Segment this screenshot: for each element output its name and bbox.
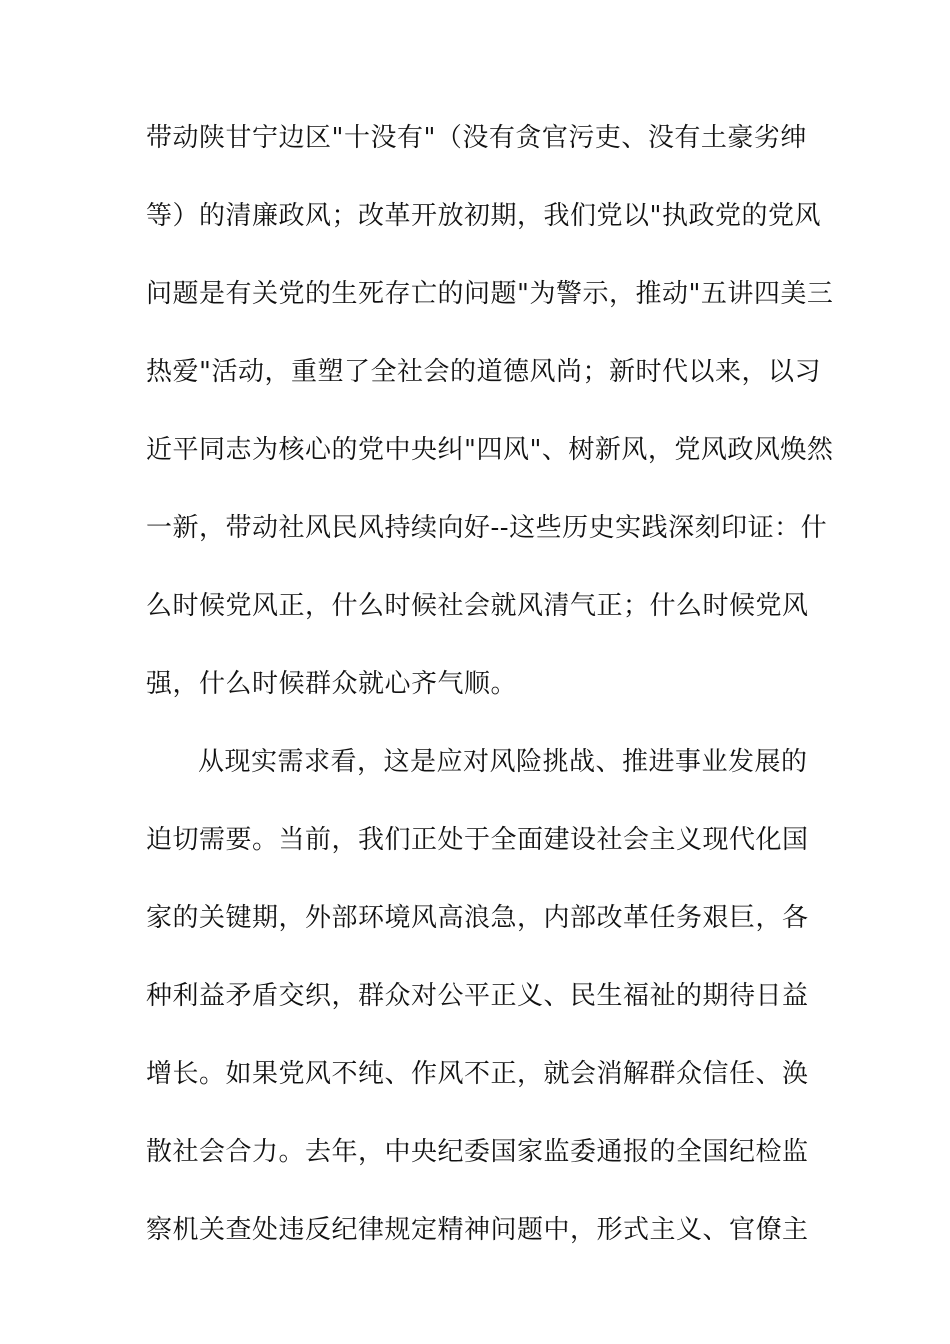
text-line: 种利益矛盾交织，群众对公平正义、民生福祉的期待日益: [146, 981, 809, 1011]
text-line: 迫切需要。当前，我们正处于全面建设社会主义现代化国: [146, 825, 809, 855]
text-line: 带动陕甘宁边区"十没有"（没有贪官污吏、没有土豪劣绅: [146, 123, 807, 153]
text-line: 家的关键期，外部环境风高浪急，内部改革任务艰巨，各: [146, 903, 809, 933]
text-line: 近平同志为核心的党中央纠"四风"、树新风，党风政风焕然: [146, 435, 834, 465]
text-line: 么时候党风正，什么时候社会就风清气正；什么时候党风: [146, 591, 809, 621]
text-line: 散社会合力。去年，中央纪委国家监委通报的全国纪检监: [146, 1137, 809, 1167]
text-line: 问题是有关党的生死存亡的问题"为警示，推动"五讲四美三: [146, 279, 834, 309]
text-line: 热爱"活动，重塑了全社会的道德风尚；新时代以来，以习: [146, 357, 821, 387]
text-line: 一新，带动社风民风持续向好--这些历史实践深刻印证：什: [146, 513, 828, 543]
text-line: 等）的清廉政风；改革开放初期，我们党以"执政党的党风: [146, 201, 821, 231]
text-line: 强，什么时候群众就心齐气顺。: [146, 669, 518, 699]
text-line: 察机关查处违反纪律规定精神问题中，形式主义、官僚主: [146, 1215, 809, 1245]
paragraph-first-line: 从现实需求看，这是应对风险挑战、推进事业发展的: [198, 747, 808, 777]
text-line: 增长。如果党风不纯、作风不正，就会消解群众信任、涣: [146, 1059, 809, 1089]
